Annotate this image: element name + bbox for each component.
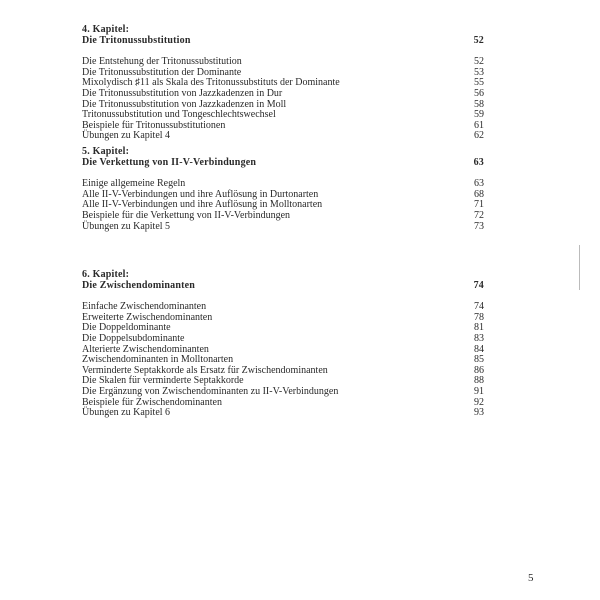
toc-entry-page: 63 (474, 178, 484, 190)
toc-entry-page: 58 (474, 98, 484, 110)
chapter-6-section (82, 270, 484, 419)
chapter-title-page: 52 (473, 34, 484, 46)
chapter-title (82, 281, 484, 292)
chapter-title-text: Die Verkettung von II-V-Verbindungen (82, 156, 257, 168)
toc-entry-page: 56 (474, 87, 484, 99)
toc-entry-text: Alle II-V-Verbindungen und ihre Auflösung in Molltonarten (82, 199, 323, 211)
toc-entry-page: 91 (474, 385, 484, 397)
toc-entry-page: 81 (474, 322, 484, 334)
toc-entry-page: 62 (474, 130, 484, 142)
toc-entry-text: Tritonussubstitution und Tongeschlechtswechsel (82, 109, 276, 121)
chapter-label-text: 4. Kapitel: (82, 24, 130, 35)
toc-entry-page: 84 (474, 343, 484, 355)
toc-entry (82, 222, 484, 233)
toc-entry-page: 92 (474, 396, 484, 408)
toc-entry-page: 52 (474, 56, 484, 68)
toc-entry-text: Übungen zu Kapitel 4 (82, 130, 171, 142)
page-number: 5 (528, 572, 534, 584)
toc-entry-page: 78 (474, 311, 484, 323)
toc-entry-text: Beispiele für die Verkettung von II-V-Verbindungen (82, 209, 291, 221)
toc-entry-page: 93 (474, 407, 484, 419)
toc-entry-text: Die Doppelsubdominante (82, 332, 185, 344)
chapter-title-page: 63 (473, 156, 484, 168)
chapter-title (82, 36, 484, 47)
toc-entry-text: Beispiele für Zwischendominanten (82, 396, 222, 408)
chapter-4-section (82, 25, 484, 142)
page-edge-line (579, 245, 580, 290)
toc-entry-text: Übungen zu Kapitel 5 (82, 220, 171, 232)
toc-entry-page: 55 (474, 77, 484, 89)
toc-entry-text: Einfache Zwischendominanten (82, 301, 207, 313)
chapter-title (82, 158, 484, 169)
toc-entry-page: 72 (474, 209, 484, 221)
toc-entry-text: Alle II-V-Verbindungen und ihre Auflösung in Durtonarten (82, 188, 319, 200)
toc-entry-text: Alterierte Zwischendominanten (82, 343, 209, 355)
toc-entry-text: Die Doppeldominante (82, 322, 171, 334)
toc-entry-page: 85 (474, 354, 484, 366)
toc-entry-text: Die Tritonussubstitution der Dominante (82, 66, 242, 78)
toc-entry-page: 74 (474, 301, 484, 313)
toc-entry-text: Einige allgemeine Regeln (82, 178, 186, 190)
toc-entry-page: 59 (474, 109, 484, 121)
toc-entry-text: Übungen zu Kapitel 6 (82, 407, 171, 419)
toc-entry-page: 73 (474, 220, 484, 232)
chapter-title-text: Die Zwischendominanten (82, 279, 196, 291)
toc-entry-text: Die Tritonussubstitution von Jazzkadenzen in Moll (82, 98, 287, 110)
chapter-title-page: 74 (473, 279, 484, 291)
toc-entry-page: 53 (474, 66, 484, 78)
toc-entry-page: 86 (474, 364, 484, 376)
chapter-title-text: Die Tritonussubstitution (82, 34, 191, 46)
toc-entry-text: Erweiterte Zwischendominanten (82, 311, 213, 323)
chapter-label-text: 6. Kapitel: (82, 269, 130, 280)
chapter-5-section (82, 147, 484, 232)
toc-entry-text: Beispiele für Tritonussubstitutionen (82, 119, 226, 131)
toc-entry (82, 408, 484, 419)
toc-entry-text: Verminderte Septakkorde als Ersatz für Zwischendominanten (82, 364, 328, 376)
toc-entry-text: Die Tritonussubstitution von Jazzkadenzen in Dur (82, 87, 283, 99)
toc-entry-page: 61 (474, 119, 484, 131)
toc-entry-text: Die Skalen für verminderte Septakkorde (82, 375, 244, 387)
toc-entry-page: 71 (474, 199, 484, 211)
toc-entry-text: Mixolydisch ♯11 als Skala des Tritonussubstituts der Dominante (82, 77, 340, 89)
toc-entry-page: 83 (474, 332, 484, 344)
toc-entry-text: Die Ergänzung von Zwischendominanten zu II-V-Verbindungen (82, 385, 339, 397)
toc-entry-text: Die Entstehung der Tritonussubstitution (82, 56, 242, 68)
toc-entry-page: 68 (474, 188, 484, 200)
toc-entry (82, 131, 484, 142)
toc-entry-text: Zwischendominanten in Molltonarten (82, 354, 234, 366)
chapter-label-text: 5. Kapitel: (82, 146, 130, 157)
toc-entry-page: 88 (474, 375, 484, 387)
